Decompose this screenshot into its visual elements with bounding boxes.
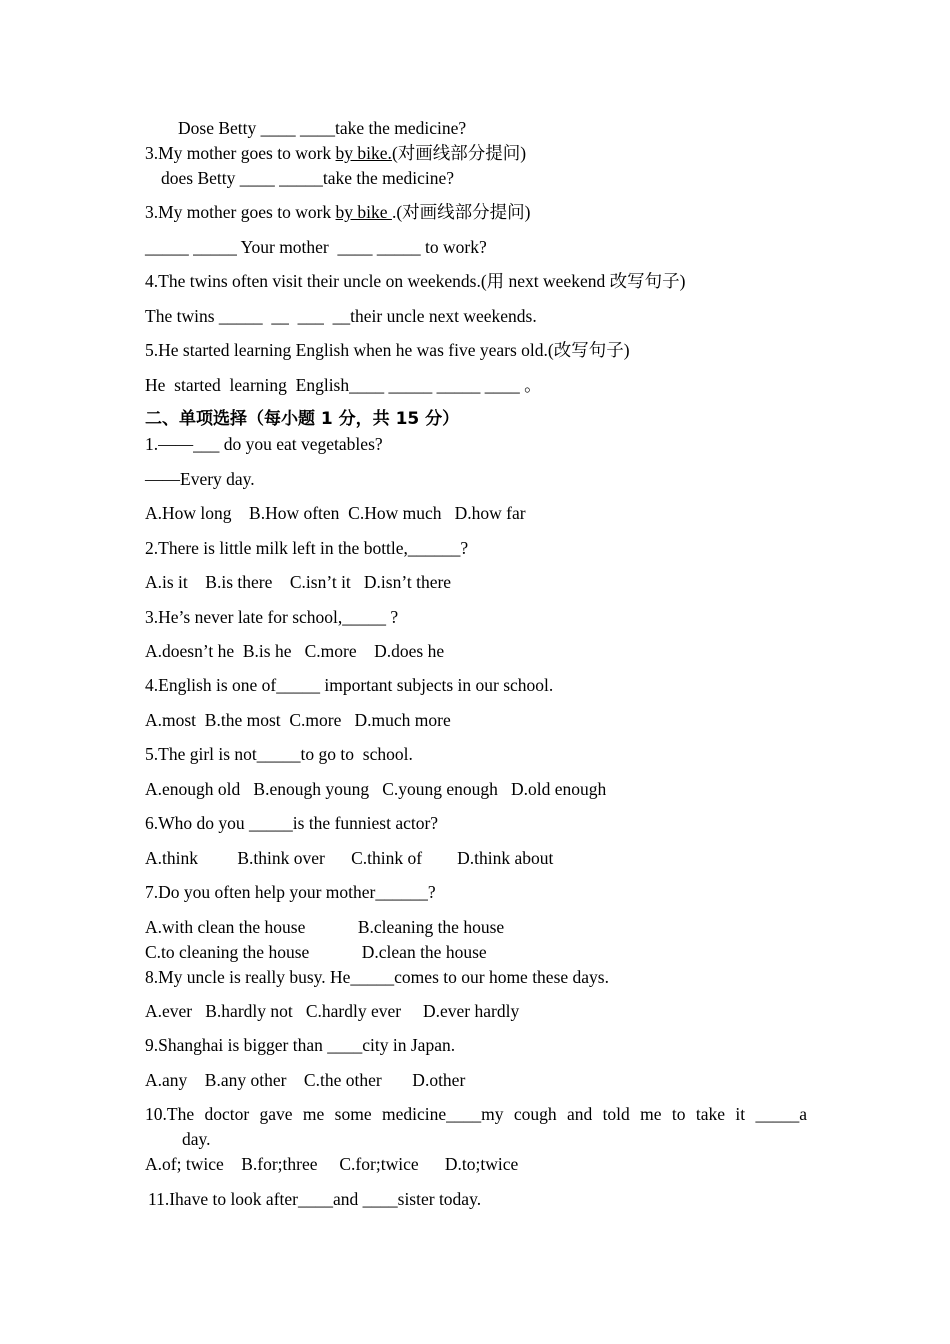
question-line: 1.——___ do you eat vegetables?	[145, 434, 383, 454]
options-line: A.How long B.How often C.How much D.how far	[145, 503, 526, 523]
exercise-line: 4.The twins often visit their uncle on weekends.(用 next weekend 改写句子)	[145, 271, 686, 291]
options-line: A.ever B.hardly not C.hardly ever D.ever hardly	[145, 1001, 520, 1021]
underlined-phrase: by bike.	[335, 143, 392, 163]
question-line: 11.Ihave to look after____and ____sister today.	[148, 1189, 482, 1209]
underlined-phrase: by bike	[335, 202, 392, 222]
question-line: 5.The girl is not_____to go to school.	[145, 744, 413, 764]
exercise-line: does Betty ____ _____take the medicine?	[161, 168, 455, 188]
question-line: 9.Shanghai is bigger than ____city in Japan.	[145, 1035, 456, 1055]
options-line: A.think B.think over C.think of D.think about	[145, 848, 554, 868]
options-line: C.to cleaning the house D.clean the house	[145, 942, 487, 962]
options-line: A.with clean the house B.cleaning the house	[145, 917, 505, 937]
exercise-line: The twins _____ __ ___ __their uncle next weekends.	[145, 306, 537, 326]
options-line: A.any B.any other C.the other D.other	[145, 1070, 466, 1090]
question-line: ——Every day.	[145, 469, 255, 489]
question-line: 8.My uncle is really busy. He_____comes to our home these days.	[145, 967, 609, 987]
question-line: 6.Who do you _____is the funniest actor?	[145, 813, 439, 833]
question-line: 3.He’s never late for school,_____ ?	[145, 607, 399, 627]
exercise-line: _____ _____ Your mother ____ _____ to work?	[145, 237, 487, 257]
options-line: A.doesn’t he B.is he C.more D.does he	[145, 641, 445, 661]
section-heading: 二、单项选择（每小题 1 分，共 15 分）	[145, 409, 460, 429]
question-line: 10.The doctor gave me some medicine____my cough and told me to take it _____a	[145, 1104, 807, 1124]
exercise-line: He started learning English____ _____ _____ ____ 。	[145, 375, 542, 395]
exercise-line: Dose Betty ____ ____take the medicine?	[178, 118, 467, 138]
exercise-line: 3.My mother goes to work by bike.(对画线部分提问)	[145, 143, 527, 163]
exercise-line: 3.My mother goes to work by bike .(对画线部分提问)	[145, 202, 531, 222]
question-line: 4.English is one of_____ important subjects in our school.	[145, 675, 554, 695]
options-line: A.of; twice B.for;three C.for;twice D.to;twice	[145, 1154, 519, 1174]
options-line: A.is it B.is there C.isn’t it D.isn’t there	[145, 572, 452, 592]
question-line: 7.Do you often help your mother______?	[145, 882, 436, 902]
exercise-line: 5.He started learning English when he was five years old.(改写句子)	[145, 340, 630, 360]
question-line: 2.There is little milk left in the bottle,______?	[145, 538, 469, 558]
options-line: A.enough old B.enough young C.young enough D.old enough	[145, 779, 607, 799]
options-line: A.most B.the most C.more D.much more	[145, 710, 451, 730]
question-line: day.	[182, 1129, 211, 1149]
